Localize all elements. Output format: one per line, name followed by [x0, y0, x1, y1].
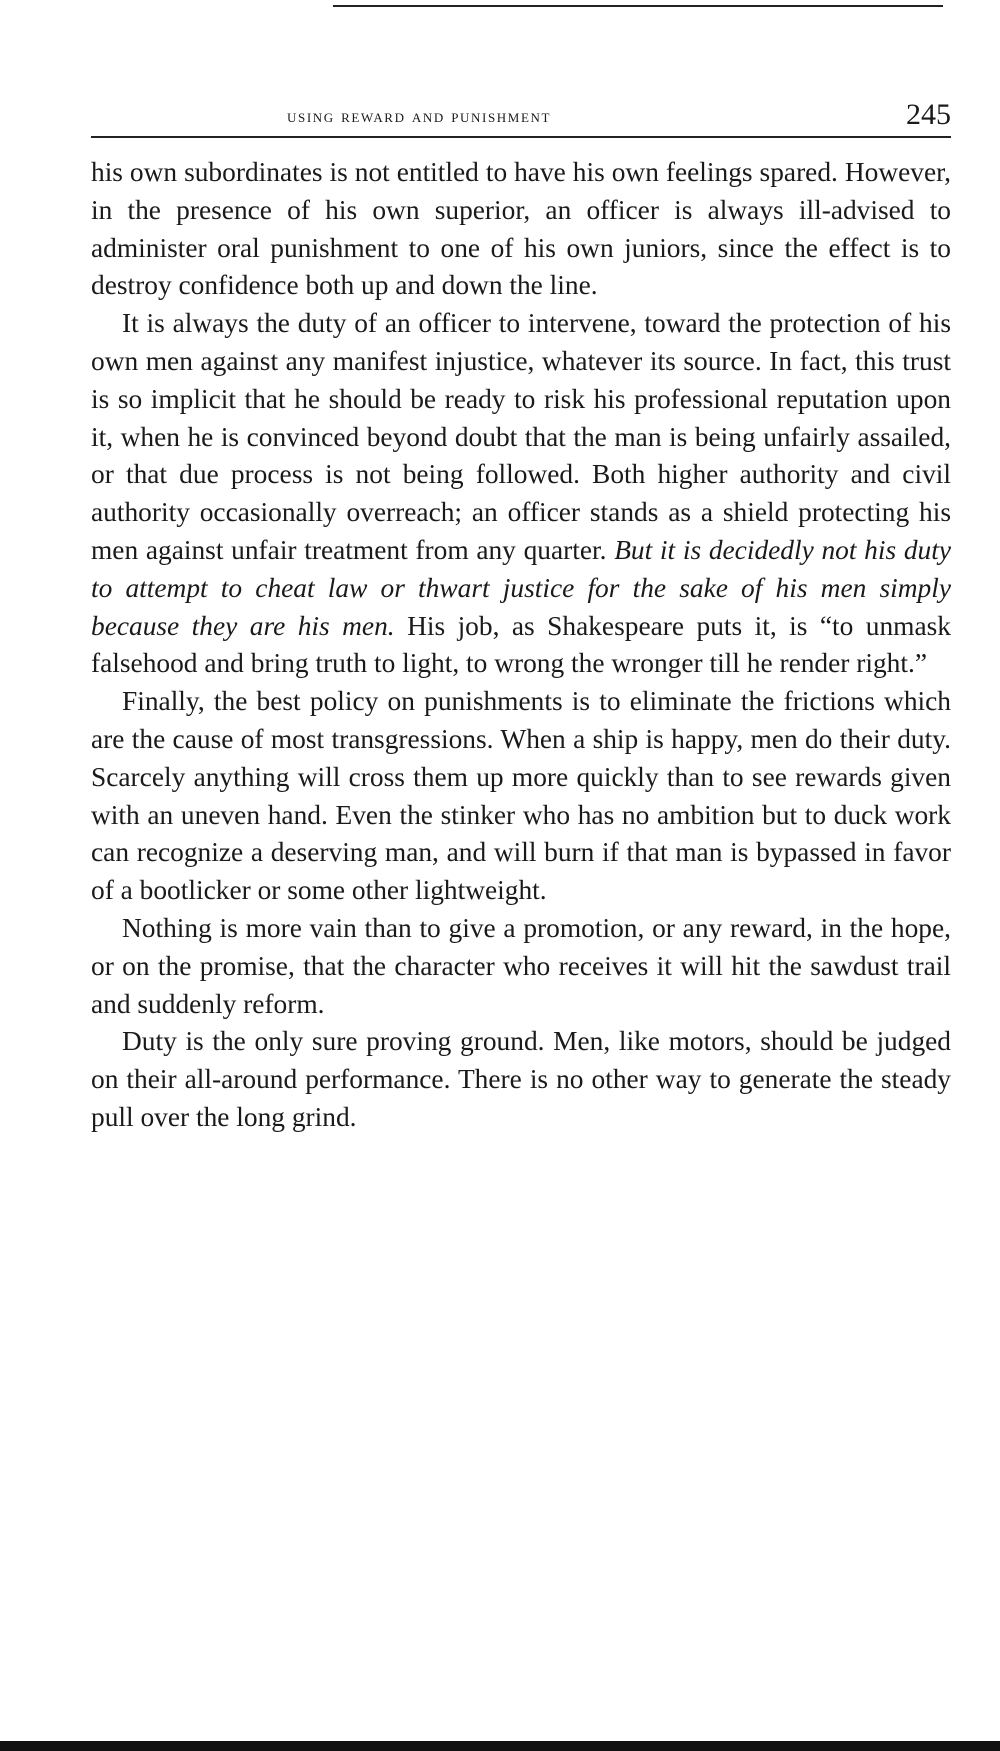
paragraph-2-lead: It is always the duty of an officer to intervene, toward the protection of his own men against any manifest injustice, whatever its source. In fact, this trust is so implicit that he should be ready to risk his professional reputation upon it, when he is convinced beyond doubt that the man is being unfairly assailed, or that due process is not being followed. Both higher authority and civil authority occasionally overreach; an officer stands as a shield protecting his men against unfair treatment from any quarter. — [91, 308, 951, 565]
paragraph-2-italic: But it is decidedly not his duty to attempt to cheat law or thwart justice for the sake of his men simply because they are his men. — [91, 534, 951, 641]
page-number: 245 — [906, 98, 951, 131]
running-head — [91, 96, 951, 138]
paragraph-1: his own subordinates is not entitled to have his own feelings spared. However, in the presence of his own superior, an officer is always ill-advised to administer oral punishment to one of his own juniors, since the effect is to destroy confidence both up and down the line. — [91, 157, 951, 301]
paragraph-3: Finally, the best policy on punishments is to eliminate the frictions which are the cause of most transgressions. When a ship is happy, men do their duty. Scarcely anything will cross them up more quickly than to see rewards given with an uneven hand. Even the stinker who has no ambition but to duck work can recognize a deserving man, and will burn if that man is bypassed in favor of a bootlicker or some other lightweight. — [91, 686, 951, 906]
top-rule — [333, 5, 943, 7]
running-title: using reward and punishment — [287, 106, 552, 127]
paragraph-5: Duty is the only sure proving ground. Men, like motors, should be judged on their all-around performance. There is no other way to generate the steady pull over the long grind. — [91, 1026, 951, 1132]
bottom-rule — [0, 1741, 1000, 1751]
text-body — [91, 154, 951, 1137]
paragraph-4: Nothing is more vain than to give a promotion, or any reward, in the hope, or on the promise, that the character who receives it will hit the sawdust trail and suddenly reform. — [91, 912, 951, 1019]
paragraph-2 — [91, 305, 951, 683]
paragraph-2-tail: His job, as Shakespeare puts it, is “to unmask falsehood and bring truth to light, to wrong the wronger till he render right.” — [91, 610, 951, 679]
